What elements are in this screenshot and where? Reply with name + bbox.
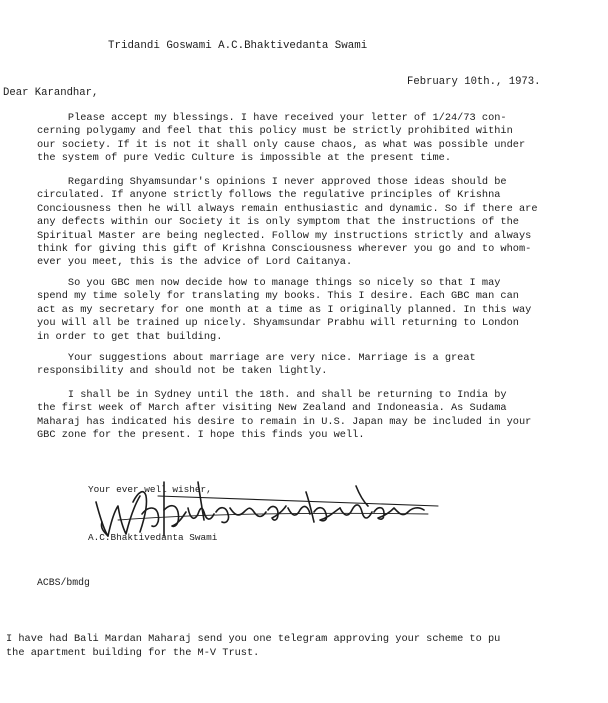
paragraph-line: Your suggestions about marriage are very nice. Marriage is a great xyxy=(37,352,476,364)
paragraph-line: cerning polygamy and feel that this policy must be strictly prohibited within xyxy=(37,125,513,138)
paragraph-line: responsibility and should not be taken lightly. xyxy=(37,365,328,378)
paragraph-line: Regarding Shyamsundar's opinions I never approved those ideas should be xyxy=(37,176,507,188)
paragraph-line: in order to get that building. xyxy=(37,330,223,343)
paragraph-line: GBC zone for the present. I hope this finds you well. xyxy=(37,429,365,442)
paragraph-gbc xyxy=(37,277,577,344)
typist-initials: ACBS/bmdg xyxy=(37,577,90,588)
paragraph-line: Maharaj has indicated his desire to remain in U.S. Japan may be included in your xyxy=(37,415,532,428)
paragraph-line: Please accept my blessings. I have received your letter of 1/24/73 con- xyxy=(37,112,507,124)
paragraph-line: any defects within our Society it is only symptom that the instructions of the xyxy=(37,216,519,229)
paragraph-line: Conciousness then he will always remain enthusiastic and dynamic. So if there are xyxy=(37,202,538,215)
paragraph-travel xyxy=(37,389,577,443)
paragraph-line: act as my secretary for one month at a time as I originally planned. In this way xyxy=(37,303,532,316)
postscript-line: the apartment building for the M-V Trust. xyxy=(6,647,260,659)
salutation: Dear Karandhar, xyxy=(3,87,99,99)
paragraph-line: I shall be in Sydney until the 18th. and shall be returning to India by xyxy=(37,389,507,401)
paragraph-line: you will all be trained up nicely. Shyamsundar Prabhu will returning to London xyxy=(37,317,519,330)
paragraph-line: spend my time solely for translating my books. This I desire. Each GBC man can xyxy=(37,290,519,303)
signature-name: A.C.Bhaktivedanta Swami xyxy=(88,532,218,543)
postscript-line: I have had Bali Mardan Maharaj send you one telegram approving your scheme to pu xyxy=(6,633,501,645)
paragraph-line: the system of pure Vedic Culture is impossible at the present time. xyxy=(37,152,452,165)
paragraph-line: our society. If it is not it shall only cause chaos, as what was possible under xyxy=(37,138,526,151)
closing: Your ever well wisher, xyxy=(88,484,212,495)
paragraph-line: circulated. If anyone strictly follows the regulative principles of Krishna xyxy=(37,189,501,202)
paragraph-blessings xyxy=(37,112,577,166)
postscript xyxy=(6,632,606,660)
paragraph-marriage xyxy=(37,352,577,379)
paragraph-line: Spiritual Master are being neglected. Follow my instructions strictly and always xyxy=(37,229,532,242)
letterhead: Tridandi Goswami A.C.Bhaktivedanta Swami xyxy=(108,40,368,52)
paragraph-line: think for giving this gift of Krishna Consciousness wherever you go and to whom- xyxy=(37,242,532,255)
paragraph-line: the first week of March after visiting New Zealand and Indoneasia. As Sudama xyxy=(37,402,507,415)
paragraph-shyamsundar xyxy=(37,176,577,270)
letter-date: February 10th., 1973. xyxy=(407,76,541,88)
paragraph-line: ever you meet, this is the advice of Lord Caitanya. xyxy=(37,256,353,269)
paragraph-line: So you GBC men now decide how to manage things so nicely so that I may xyxy=(37,277,501,289)
